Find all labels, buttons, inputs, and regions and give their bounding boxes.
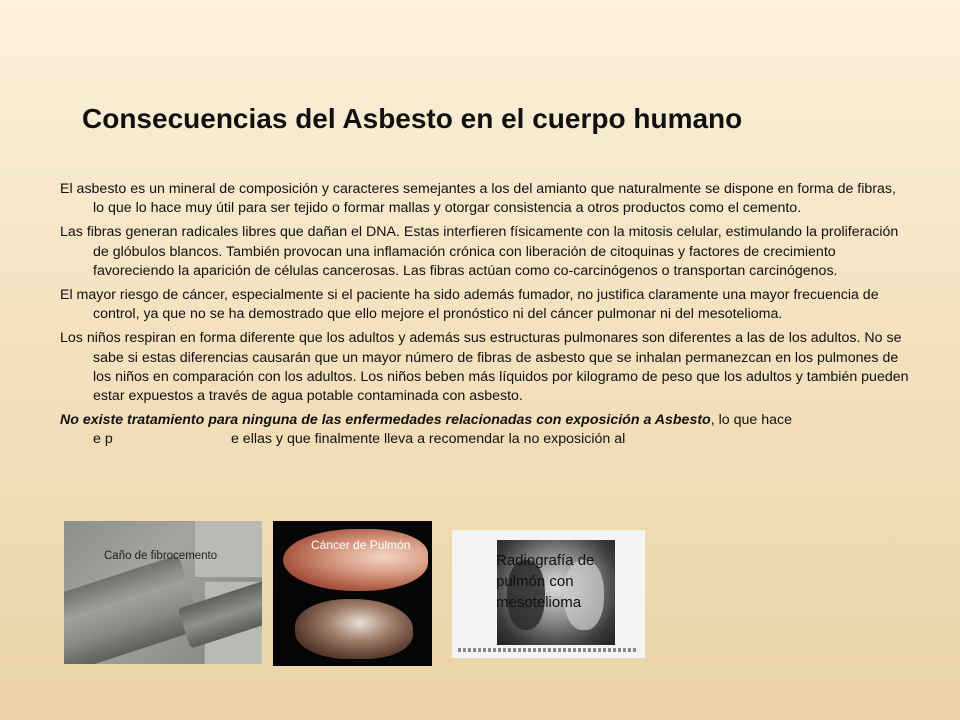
paragraph-fiber-effects: Las fibras generan radicales libres que dañan el DNA. Estas interfieren físicamente con la mitosis celular, estimulando la proliferación de glóbulos blancos. También provocan una inflamación crónica con liberación de citoquinas y factores de crecimiento favoreciendo la aparición de células cancerosas. Las fibras actúan como co-carcinógenos o transportan carcinógenos. [60, 224, 899, 279]
lung-caption: Cáncer de Pulmón [311, 538, 411, 552]
lung-specimen-bottom [295, 599, 413, 659]
paragraph-treatment [60, 411, 910, 449]
paragraph-cancer-risk: El mayor riesgo de cáncer, especialmente si el paciente ha sido además fumador, no justifica claramente una mayor frecuencia de control, ya que no se ha demostrado que ello mejore el pronóstico ni del cáncer pulmonar ni del mesotelioma. [60, 287, 879, 323]
pipe-caption: Caño de fibrocemento [104, 550, 218, 562]
fibrocement-pipe-photo [64, 521, 262, 664]
slide-title: Consecuencias del Asbesto en el cuerpo humano [82, 103, 743, 134]
treatment-rest: , lo que hace [710, 412, 792, 429]
paragraph-asbestos-definition: El asbesto es un mineral de composición y caracteres semejantes a los del amianto que naturalmente se dispone en forma de fibras, lo que lo hace muy útil para ser tejido o formar mallas y otorgar consistencia a otros productos como el cemento. [60, 181, 896, 217]
chest-xray-image [452, 530, 645, 658]
treatment-line2: e p e ellas y que finalmente lleva a recomendar la no exposición al [93, 431, 626, 448]
paragraph-children: Los niños respiran en forma diferente que los adultos y además sus estructuras pulmonares son diferentes a las de los adultos. No se sabe si estas diferencias causarán que un mayor número de fibras de asbesto que se inhalan permanezcan en los pulmones de los niños en comparación con los adultos. Los niños beben más líquidos por kilogramo de peso que los adultos y también pueden estar expuestos a través de agua potable contaminada con asbesto. [60, 330, 909, 405]
treatment-emphasis: No existe tratamiento para ninguna de las enfermedades relacionadas con exposición a Asbesto [60, 412, 711, 429]
xray-caption: Radiografía de pulmón con mesotelioma [496, 552, 595, 611]
figure-caption-text [458, 648, 638, 652]
body-text [60, 180, 910, 450]
lung-cancer-photo [273, 521, 432, 666]
